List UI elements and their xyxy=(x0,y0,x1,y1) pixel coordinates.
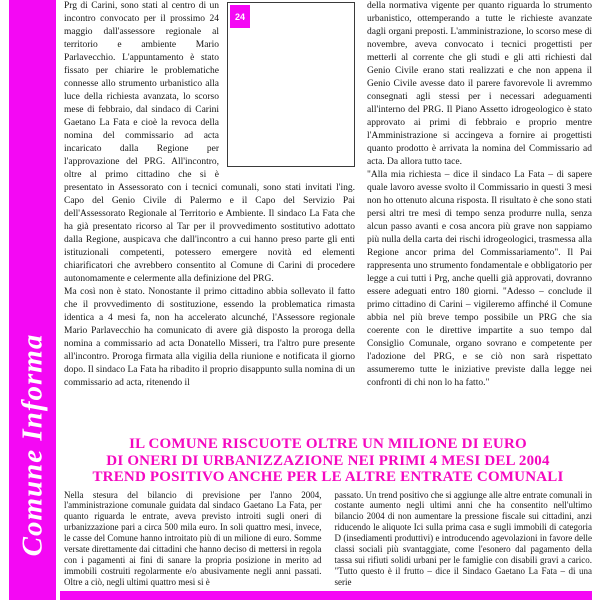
article-top-left-column xyxy=(64,0,355,430)
headline-line-1: IL COMUNE RISCUOTE OLTRE UN MILIONE DI EURO xyxy=(129,436,527,452)
main-content xyxy=(64,0,592,600)
article-bottom-left-column: Nella stesura del bilancio di previsione per l'anno 2004, l'amministrazione comunale guidata dal sindaco Gaetano La Fata, per quanto riguarda le entrate, aveva previsto introiti sugli oneri di urbanizzazione pari a circa 500 mila euro. In soli quattro mesi, invece, le casse del Comune hanno introitato più di un milione di euro. Somme versate direttamente dai cittadini che hanno deciso di mettersi in regola con i pagamenti ai fini di sanare la propria posizione in merito ad immobili costruiti regolarmente e/o abusivamente negli anni passati. Oltre a ciò, negli ultimi quattro mesi si è xyxy=(64,489,322,587)
footer-accent-bar xyxy=(60,591,592,600)
sidebar-band xyxy=(9,0,56,600)
headline-line-3: TREND POSITIVO ANCHE PER LE ALTRE ENTRATE COMUNALI xyxy=(92,469,564,485)
article-paragraph: "Alla mia richiesta – dice il sindaco La Fata – di sapere quale lavoro avesse svolto il Commissario in questi 3 mesi non ho ottenuto alcuna risposta. Il risultato è che sono stati persi altri tre mesi di tempo senza produrre nulla, senza alcun passo avanti e cosa ancora più grave non sappiamo più nulla della carta dei rischi idrogeologici, trasmessa alla Regione ancor prima del Commissariamento". Il Pai rappresenta uno strumento fondamentale e obbligatorio per legge a cui tutti i Prg, anche quelli già approvati, dovranno essere adeguati entro 180 giorni. "Adesso – conclude il primo cittadino di Carini – vigileremo affinché il Comune abbia nel più breve tempo possibile un PRG che sia coerente con le direttive impartite a suo tempo dal Consiglio Comunale, organo sovrano e competente per l'adozione del PRG, e se ciò non sarà rispettato assumeremo tutte le iniziative previste dalla legge nei confronti di chi non lo ha fatto." xyxy=(367,170,592,388)
article-top xyxy=(64,0,592,430)
article-bottom-right-column: passato. Un trend positivo che si aggiunge alle altre entrate comunali in costante aumento negli ultimi anni che ha consentito nell'ultimo bilancio 2004 di non aumentare la pressione fiscale sui cittadini, anzi riducendo le aliquote Ici sulla prima casa e sugli immobili di categoria D (insediamenti produttivi) e introducendo agevolazioni in favore delle classi sociali più svantaggiate, come l'esonero dal pagamento della tassa sui rifiuti solidi urbani per le famiglie con disabili gravi a carico. "Tutto questo è il frutto – dice il Sindaco Gaetano La Fata – di una serie xyxy=(334,489,592,587)
newsletter-title: Comune Informa xyxy=(16,333,48,557)
article-paragraph: della normativa vigente per quanto riguarda lo strumento urbanistico, ottemperando a tutte le richieste avanzate dagli organi preposti. L'amministrazione, lo scorso mese di novembre, aveva convocato i tecnici progettisti per metterli al corrente che gli studi e gli atti richiesti dal Genio Civile erano stati realizzati e che non appena il Genio Civile avesse dato il parere favorevole li avremmo consegnati agli stessi per i necessari adeguamenti all'interno del PRG. Il Piano Assetto idrogeologico è stato approvato ai primi di febbraio e proprio mentre l'Amministrazione si accingeva a fornire ai progettisti quanto prodotto è arrivata la nomina del Commissario ad acta. Da allora tutto tace. xyxy=(367,1,592,167)
article-bottom xyxy=(64,490,592,589)
section-headline xyxy=(64,430,592,490)
article-paragraph: Prg di Carini, sono stati al centro di un incontro convocato per il prossimo 24 maggio dall'assessore regionale al territorio e ambiente Mario Parlavecchio. L'appuntamento è stato fissato per chiarire le problematiche connesse allo strumento urbanistico alla luce della richiesta avanzata, lo scorso mese di febbraio, dal sindaco di Carini Gaetano La Fata e cioè la revoca della nomina del commissario ad acta incaricato dalla Regione per l'approvazione del PRG. All'incontro, oltre al primo cittadino che si è presentato in Assessorato con i tecnici comunali, sono stati invitati l'ing. Capo del Genio Civile di Palermo e il Capo del Servizio Pai dell'Assessorato Regionale al Territorio e Ambiente. Il sindaco La Fata che ha già presentato ricorso al Tar per il provvedimento sostitutivo adottato dalla Regione, auspicava che dall'incontro a cui hanno preso parte gli enti istituzionali competenti, potessero emergere novità ed elementi chiarificatori che avrebbero consentito al Comune di Carini di procedere autonomamente e celermente alla definizione del PRG. xyxy=(64,1,355,284)
article-top-right-column xyxy=(367,0,592,430)
photo-placeholder xyxy=(227,2,355,167)
photo-date-badge: 24 xyxy=(230,5,250,28)
headline-line-2: DI ONERI DI URBANIZZAZIONE NEI PRIMI 4 MESI DEL 2004 xyxy=(106,452,550,469)
article-paragraph: Ma così non è stato. Nonostante il primo cittadino abbia sollevato il fatto che il provvedimento di sostituzione, essendo la problematica rimasta identica a 4 mesi fa, non ha accelerato alcunché, l'Assessore regionale Mario Parlavecchio ha comunicato di avere già disposto la proroga della nomina a commissario ad acta Donatello Misseri, tra l'altro pure presente all'incontro. Proroga firmata alla vigilia della riunione e notificata il giorno dopo. Il sindaco La Fata ha ribadito il proprio disappunto sulla nomina di un commissario ad acta, ritenendo il xyxy=(64,287,355,388)
